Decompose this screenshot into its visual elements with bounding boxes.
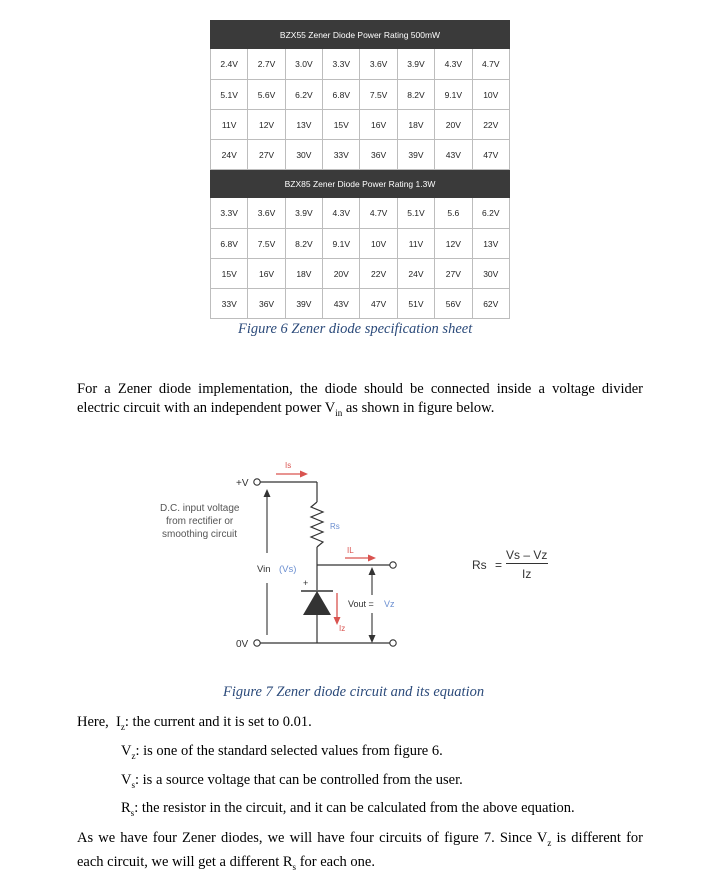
table-cell: 30V [285, 140, 322, 170]
rs-label: Rs [330, 522, 340, 531]
table-row [211, 289, 510, 319]
zero-v-terminal [254, 640, 260, 646]
input-label-line-3: smoothing circuit [162, 529, 238, 540]
vs-definition: : is a source voltage that can be controlled from the user. [135, 772, 463, 788]
table-cell: 22V [472, 110, 509, 140]
rs-resistor [311, 502, 323, 547]
vz-label: Vz [384, 599, 395, 609]
table-row [211, 80, 510, 110]
zero-v-label: 0V [236, 639, 249, 650]
table-cell: 3.6V [360, 49, 397, 80]
output-terminal [390, 562, 396, 568]
table-cell: 13V [285, 110, 322, 140]
vout-label: Vout = [348, 599, 374, 609]
vs-label: (Vs) [279, 564, 297, 575]
table-cell: 33V [211, 289, 248, 319]
table-cell: 13V [472, 229, 509, 259]
zener-spec-table [210, 20, 510, 319]
table-row [211, 49, 510, 80]
table-cell: 3.0V [285, 49, 322, 80]
iz-label: Iz [339, 624, 346, 633]
equation-lhs: Rs [472, 558, 487, 572]
intro-subscript: in [335, 407, 343, 418]
closing-text-3: for each one. [296, 853, 375, 870]
closing-paragraph [77, 829, 643, 877]
table-cell: 36V [248, 289, 285, 319]
table-cell: 2.7V [248, 49, 285, 80]
il-arrowhead [368, 555, 376, 562]
vs-symbol: V [121, 772, 132, 788]
table-row [211, 198, 510, 229]
table-cell: 15V [211, 259, 248, 289]
vout-arrowhead-down [369, 635, 376, 643]
table-row [211, 259, 510, 289]
table-row [211, 140, 510, 170]
table-cell: 18V [285, 259, 322, 289]
vz-definition: : is one of the standard selected values from figure 6. [135, 743, 443, 759]
equation-fraction-bar [506, 563, 548, 564]
iz-subscript: z [120, 721, 125, 732]
vin-label: Vin [257, 564, 271, 575]
intro-text-before: For a Zener diode implementation, the diode should be connected inside a voltage divider electric circuit with an independent power V [77, 381, 643, 416]
table-cell: 22V [360, 259, 397, 289]
vin-arrowhead [264, 489, 271, 497]
table-cell: 2.4V [211, 49, 248, 80]
table-cell: 16V [360, 110, 397, 140]
table-cell: 4.3V [435, 49, 472, 80]
table-cell: 20V [323, 259, 360, 289]
plus-sign: + [303, 578, 309, 588]
table-cell: 24V [211, 140, 248, 170]
closing-text-1: As we have four Zener diodes, we will have four circuits of figure 7. Since V [77, 830, 548, 846]
table-cell: 30V [472, 259, 509, 289]
definition-vz [121, 743, 443, 761]
table-cell: 3.3V [211, 198, 248, 229]
table-header-row [211, 21, 510, 49]
table-cell: 15V [323, 110, 360, 140]
table-cell: 3.3V [323, 49, 360, 80]
table-cell: 27V [435, 259, 472, 289]
table-cell: 47V [472, 140, 509, 170]
table-header-row [211, 170, 510, 198]
table-cell: 5.6V [248, 80, 285, 110]
equation-numerator: Vs – Vz [506, 548, 548, 562]
rs-definition: : the resistor in the circuit, and it can be calculated from the above equation. [134, 800, 575, 816]
intro-text-after: as shown in figure below. [342, 400, 495, 416]
table-cell: 4.7V [360, 198, 397, 229]
table-cell: 7.5V [248, 229, 285, 259]
here-label: Here, [77, 714, 109, 730]
table-cell: 3.9V [285, 198, 322, 229]
table-cell: 10V [472, 80, 509, 110]
table-cell: 36V [360, 140, 397, 170]
table-cell: 11V [211, 110, 248, 140]
vz-symbol: V [121, 743, 132, 759]
output-ground-terminal [390, 640, 396, 646]
vz-subscript: z [131, 750, 136, 761]
table-cell: 8.2V [285, 229, 322, 259]
table-cell: 5.1V [397, 198, 434, 229]
table-cell: 12V [248, 110, 285, 140]
table-cell: 39V [285, 289, 322, 319]
rs-symbol: R [121, 800, 131, 816]
table-cell: 3.9V [397, 49, 434, 80]
iz-symbol: I [116, 714, 121, 730]
table-cell: 6.8V [323, 80, 360, 110]
table-cell: 4.3V [323, 198, 360, 229]
table-cell: 8.2V [397, 80, 434, 110]
intro-paragraph [77, 380, 643, 423]
table-cell: 62V [472, 289, 509, 319]
table-cell: 33V [323, 140, 360, 170]
il-label: IL [347, 546, 354, 555]
definition-vs [121, 772, 463, 790]
table-cell: 9.1V [435, 80, 472, 110]
table-cell: 9.1V [323, 229, 360, 259]
table-cell: 5.6 [435, 198, 472, 229]
table-cell: 27V [248, 140, 285, 170]
closing-text-2: is different for each circuit, we will get a different R [77, 830, 643, 870]
spec-table-body [211, 21, 510, 319]
table-cell: 20V [435, 110, 472, 140]
figure-7-caption: Figure 7 Zener diode circuit and its equation [223, 684, 485, 700]
table-cell: 16V [248, 259, 285, 289]
iz-definition: : the current and it is set to 0.01. [124, 714, 312, 730]
table-title: BZX85 Zener Diode Power Rating 1.3W [211, 170, 510, 198]
table-row [211, 229, 510, 259]
equation-equals: = [495, 558, 503, 572]
plus-v-terminal [254, 479, 260, 485]
input-label-line-1: D.C. input voltage [160, 503, 240, 514]
table-cell: 4.7V [472, 49, 509, 80]
table-title: BZX55 Zener Diode Power Rating 500mW [211, 21, 510, 49]
table-cell: 10V [360, 229, 397, 259]
vout-arrowhead-up [369, 567, 376, 575]
rs-subscript: s [130, 807, 135, 818]
table-cell: 43V [323, 289, 360, 319]
is-label: Is [285, 461, 292, 470]
equation-denominator: Iz [522, 567, 532, 581]
table-cell: 6.2V [285, 80, 322, 110]
input-label-line-2: from rectifier or [166, 516, 234, 527]
table-cell: 11V [397, 229, 434, 259]
table-cell: 3.6V [248, 198, 285, 229]
closing-sub-2: s [292, 861, 297, 872]
table-cell: 39V [397, 140, 434, 170]
table-cell: 12V [435, 229, 472, 259]
table-cell: 5.1V [211, 80, 248, 110]
zener-diode-icon [303, 591, 331, 615]
table-cell: 7.5V [360, 80, 397, 110]
figure-6-caption: Figure 6 Zener diode specification sheet [238, 321, 473, 337]
table-cell: 6.8V [211, 229, 248, 259]
vs-subscript: s [131, 779, 135, 790]
is-arrowhead [300, 471, 308, 478]
definition-iz [77, 714, 312, 732]
table-cell: 43V [435, 140, 472, 170]
table-cell: 47V [360, 289, 397, 319]
table-row [211, 110, 510, 140]
table-cell: 6.2V [472, 198, 509, 229]
plus-v-label: +V [236, 478, 249, 489]
table-cell: 18V [397, 110, 434, 140]
table-cell: 51V [397, 289, 434, 319]
table-cell: 24V [397, 259, 434, 289]
definition-rs [121, 800, 575, 818]
closing-sub-1: z [547, 837, 552, 848]
table-cell: 56V [435, 289, 472, 319]
